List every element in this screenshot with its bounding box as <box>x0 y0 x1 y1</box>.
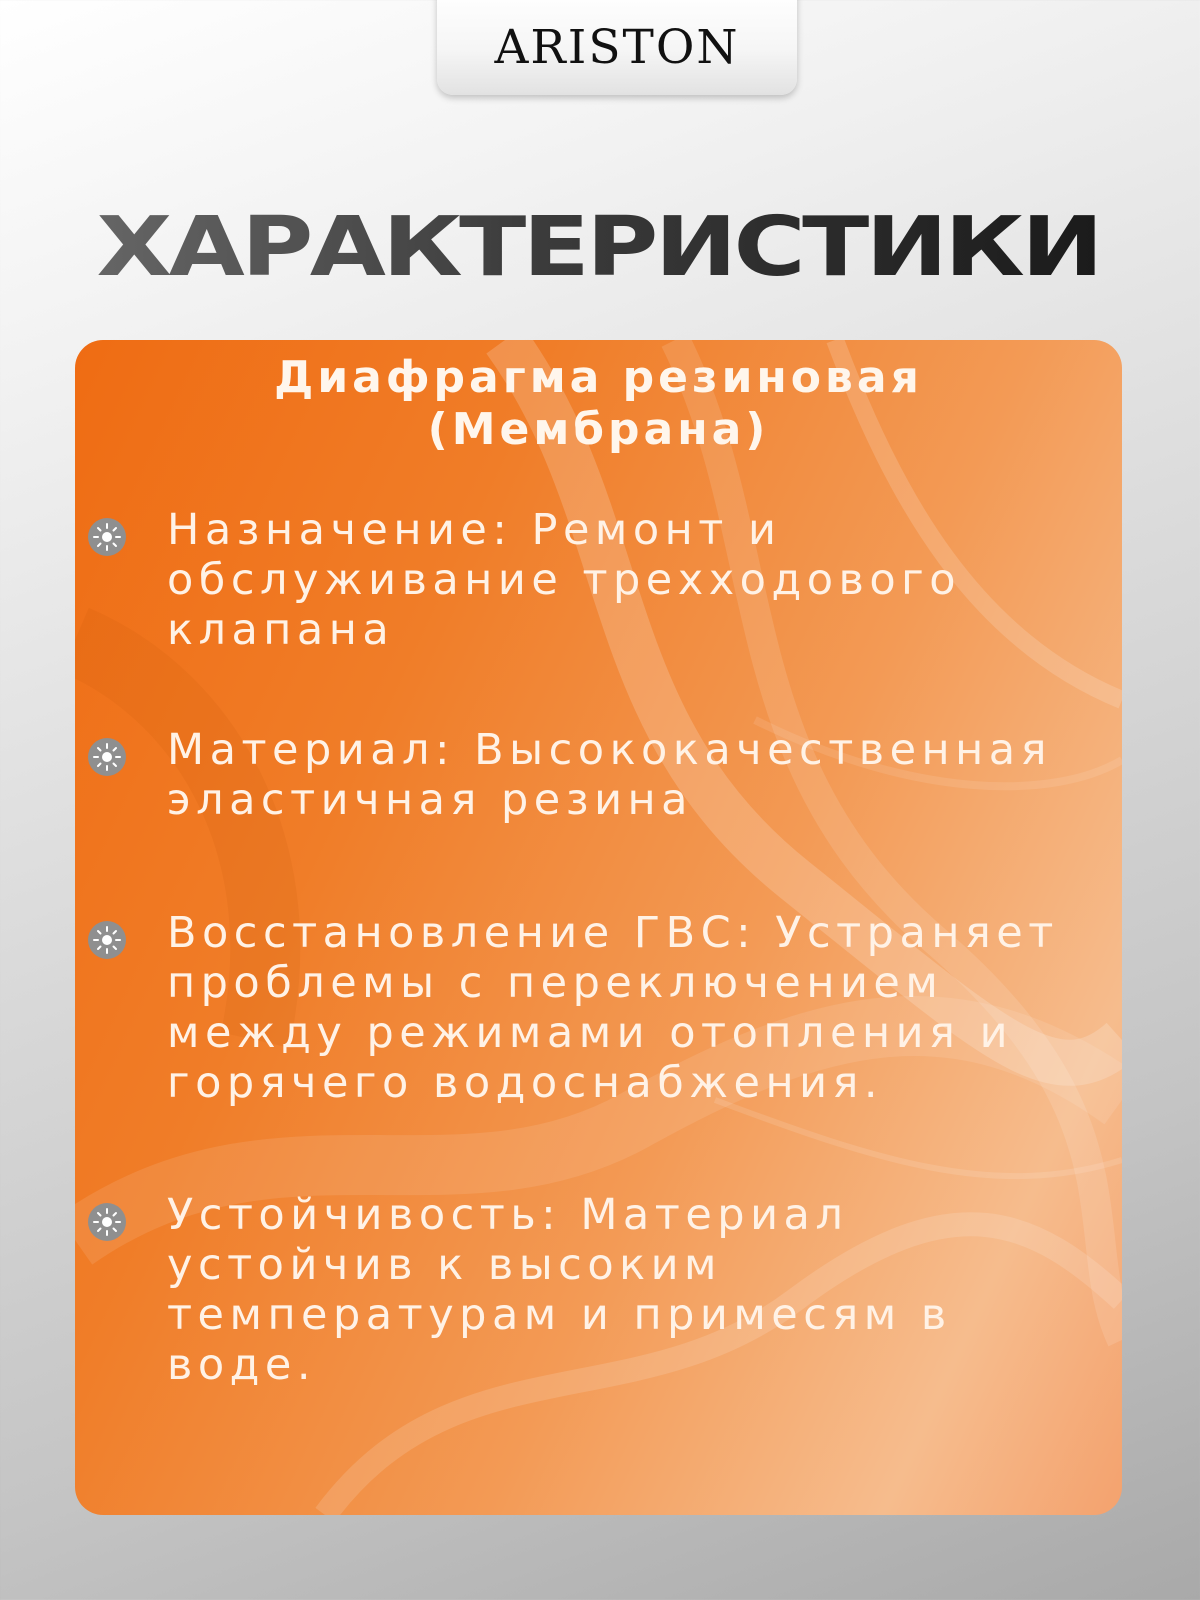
characteristics-card <box>75 340 1122 1515</box>
page-title: ХАРАКТЕРИСТИКИ <box>0 207 1200 289</box>
feature-text: Материал: Высококачественная эластичная резина <box>167 725 1052 825</box>
card-title-line-1: Диафрагма резиновая <box>274 352 923 403</box>
brand-logo: ARISTON <box>494 20 740 75</box>
card-title-line-2: (Мембрана) <box>427 404 770 455</box>
sun-icon <box>87 1202 127 1242</box>
feature-text: Устойчивость: Материал устойчив к высоким температурам и примесям в воде. <box>167 1190 952 1390</box>
card-title <box>75 352 1122 456</box>
sun-icon <box>87 517 127 557</box>
sun-icon <box>87 920 127 960</box>
feature-text: Восстановление ГВС: Устраняет проблемы с переключением между режимами отопления и горячего водоснабжения. <box>167 908 1059 1108</box>
brand-tab <box>437 0 797 95</box>
feature-text: Назначение: Ремонт и обслуживание трехходового клапана <box>167 505 962 655</box>
sun-icon <box>87 737 127 777</box>
